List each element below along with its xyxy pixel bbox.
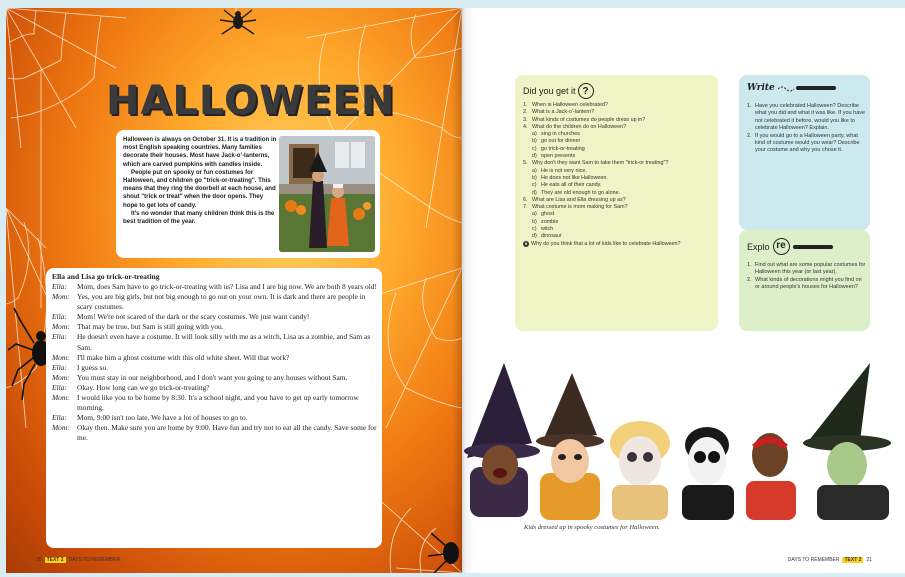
question-text: What are Lisa and Ella dressing up as? [532, 196, 626, 203]
dialogue-line [52, 363, 378, 373]
option-text: go out for dinner [541, 138, 581, 145]
story-title: Ella and Lisa go trick-or-treating [52, 272, 160, 281]
question-list [523, 102, 715, 248]
question [523, 109, 715, 116]
line-text: That may be true, but Sam is still going with you. [77, 322, 224, 332]
speaker: Mom: [52, 322, 70, 332]
book-gutter [452, 8, 474, 573]
dialogue-line [52, 312, 378, 322]
intro-box [116, 130, 380, 258]
question-number: 7. [523, 204, 528, 211]
dialogue-line [52, 332, 378, 352]
speaker: Ella: [52, 312, 67, 322]
option-text: witch [541, 226, 554, 233]
speaker: Mom: [52, 393, 70, 403]
explore-item [747, 262, 866, 277]
question [523, 124, 715, 131]
dialogue-line [52, 292, 378, 312]
right-page [462, 8, 905, 573]
left-page-footer [36, 557, 120, 563]
question-text: What do the children do on Halloween? [532, 123, 627, 130]
speaker: Mom: [52, 423, 70, 433]
option [523, 138, 715, 145]
option-letter: b) [532, 138, 537, 145]
page-number: 21 [866, 557, 872, 563]
explore-item [747, 277, 866, 292]
item-text: What kinds of decorations might you find on or around people's houses for Halloween? [755, 276, 862, 291]
line-text: Okay. How long can we go trick-or-treating? [77, 382, 210, 392]
magnifier-handle-icon [793, 245, 833, 249]
write-box [739, 75, 870, 230]
option [523, 146, 715, 153]
question-number: 1. [523, 102, 528, 108]
explore-box [739, 230, 870, 331]
item-number: 2. [747, 132, 752, 139]
trick-or-treat-photo [279, 136, 375, 252]
speaker: Ella: [52, 362, 67, 372]
did-you-get-it-box [515, 75, 718, 331]
kids-in-costumes-photo [462, 363, 905, 520]
question-number: 4. [523, 123, 528, 130]
intro-text [123, 136, 279, 226]
speaker: Ella: [52, 332, 67, 342]
question-text: Why do you think that a lot of kids like to celebrate Halloween? [531, 240, 681, 247]
question-text: What is a Jack-o'-lantern? [532, 109, 595, 116]
option [523, 182, 715, 189]
question-text: What kinds of costumes do people dress up in? [532, 116, 646, 123]
option-letter: c) [532, 182, 537, 189]
text-tag: TEXT 2 [844, 557, 862, 563]
heading-text: Explo [747, 241, 770, 252]
line-text: I guess so. [77, 362, 108, 372]
magnifier-icon: re [773, 238, 790, 255]
section-name: DAYS TO REMEMBER [787, 557, 840, 563]
did-you-get-it-heading [523, 83, 594, 99]
write-heading [747, 83, 836, 93]
question-number: 8 [524, 240, 528, 246]
option [523, 153, 715, 160]
speaker: Mom: [52, 292, 70, 302]
question [523, 117, 715, 124]
line-text: Mom, 9:00 isn't too late. We have a lot of houses to go to. [77, 413, 248, 423]
bullet-number-icon [523, 241, 531, 248]
question-number: 5. [523, 160, 528, 167]
option [523, 226, 715, 233]
question-text: What costume is mom making for Sam? [532, 204, 628, 211]
option-letter: c) [532, 226, 537, 233]
line-text: Mom! We're not scared of the dark or the scary costumes. We just want candy! [77, 312, 310, 322]
story-box [46, 268, 382, 548]
explore-heading [747, 238, 833, 255]
line-text: I'll make him a ghost costume with this old white sheet. Will that work? [77, 352, 290, 362]
item-number: 1. [747, 262, 752, 268]
option-letter: a) [532, 167, 537, 174]
heading-text: Did you get it [523, 86, 576, 96]
pen-stroke-icon [778, 84, 836, 92]
speaker: Mom: [52, 352, 70, 362]
line-text: Okay then. Make sure you are home by 9:00. Have fun and try not to eat all the candy. Save some for me. [77, 423, 377, 443]
option [523, 131, 715, 138]
option-text: He eats all of their candy. [541, 182, 602, 189]
question [523, 160, 715, 167]
question [523, 241, 715, 248]
spider-top [220, 10, 256, 34]
dialogue-line [52, 353, 378, 363]
dialogue-line [52, 373, 378, 383]
question-mark-icon: ? [578, 83, 594, 99]
line-text: I would like you to be home by 8:30. It's a school night, and you have to get up early tomorrow morning. [77, 393, 359, 413]
speaker: Mom: [52, 372, 70, 382]
question [523, 102, 715, 109]
option-text: open presents [541, 153, 576, 160]
intro-paragraph: It's no wonder that many children think this is the best tradition of the year. [123, 209, 275, 226]
option-letter: d) [532, 189, 537, 196]
option-letter: a) [532, 131, 537, 138]
option-letter: a) [532, 211, 537, 218]
heading-text: Write [747, 83, 775, 93]
dialogue-line [52, 413, 378, 423]
write-item [747, 133, 866, 155]
dialogue-line [52, 282, 378, 292]
question [523, 204, 715, 211]
option-letter: b) [532, 174, 537, 181]
item-text: Have you celebrated Halloween? Describe what you did and what it was like. If you have not celebrated it before, would you like to celebrate Halloween? Explain. [755, 103, 866, 132]
option-letter: d) [532, 233, 537, 240]
option [523, 190, 715, 197]
speaker: Ella: [52, 413, 67, 423]
option-letter: d) [532, 153, 537, 160]
option-text: He does not like Halloween. [541, 174, 608, 181]
item-number: 1. [747, 103, 752, 109]
option [523, 168, 715, 175]
option-text: zombie [541, 218, 559, 225]
question-text: Why don't they want Sam to take them "trick-or treating"? [532, 160, 669, 167]
item-number: 2. [747, 276, 752, 283]
option-text: He is not very nice. [541, 167, 587, 174]
section-name: DAYS TO REMEMBER [68, 557, 121, 563]
option-text: sing in churches [541, 131, 580, 138]
dialogue [52, 282, 378, 444]
item-text: Find out what are some popular costumes for Halloween this year (or last year). [755, 262, 866, 276]
dialogue-line [52, 393, 378, 413]
dialogue-line [52, 423, 378, 443]
write-item [747, 103, 866, 133]
page-number: 20 [36, 557, 42, 563]
speaker: Ella: [52, 382, 67, 392]
question-number: 3. [523, 116, 528, 123]
item-text: If you would go to a Halloween party, what kind of costume would you wear? Describe your costume and why you chose it. [755, 132, 860, 154]
line-text: You must stay in our neighborhood, and I don't want you going to any houses without Sam. [77, 372, 348, 382]
line-text: Mom, does Sam have to go trick-or-treating with us? Lisa and I are big now. We are both 8 years old! [77, 282, 377, 291]
dialogue-line [52, 322, 378, 332]
option [523, 219, 715, 226]
option-letter: b) [532, 218, 537, 225]
dialogue-line [52, 383, 378, 393]
question-number: 2. [523, 109, 528, 116]
option-text: They are old enough to go alone. [541, 189, 621, 196]
option [523, 175, 715, 182]
option [523, 211, 715, 218]
question [523, 197, 715, 204]
intro-paragraph: People put on spooky or fun costumes for Halloween, and children go "trick-or-treating". This means that they ring the doorbell at each house, and shout "trick or treat" when the door opens. They hope to get lots of candy. [123, 168, 276, 209]
option-text: ghost [541, 211, 555, 218]
right-page-footer [788, 557, 872, 563]
write-list [747, 103, 866, 155]
text-tag: TEXT 2 [46, 557, 64, 563]
page-title: HALLOWEEN [106, 78, 396, 124]
line-text: Yes, you are big girls, but not big enough to go out on your own. It is dark and there are people in scary costumes. [77, 292, 366, 312]
speaker: Ella: [52, 282, 67, 291]
explore-list [747, 262, 866, 292]
left-page [6, 8, 462, 573]
option-text: dinosaur [541, 233, 562, 240]
question-text: When is Halloween celebrated? [532, 102, 608, 108]
intro-paragraph: Halloween is always on October 31. It is a tradition in most English speaking countries. Many families decorate their houses. Most have Jack-o'-lanterns, which are carved pumpkins with candles inside. [123, 136, 277, 168]
question-number: 6. [523, 196, 528, 203]
option [523, 233, 715, 240]
photo-caption: Kids dressed up in spooky costumes for Halloween. [524, 524, 660, 531]
option-text: go trick-or-treating [541, 145, 585, 152]
line-text: He doesn't even have a costume. It will look silly with me as a witch, Lisa as a zombie, and Sam as Sam. [77, 332, 371, 352]
option-letter: c) [532, 145, 537, 152]
